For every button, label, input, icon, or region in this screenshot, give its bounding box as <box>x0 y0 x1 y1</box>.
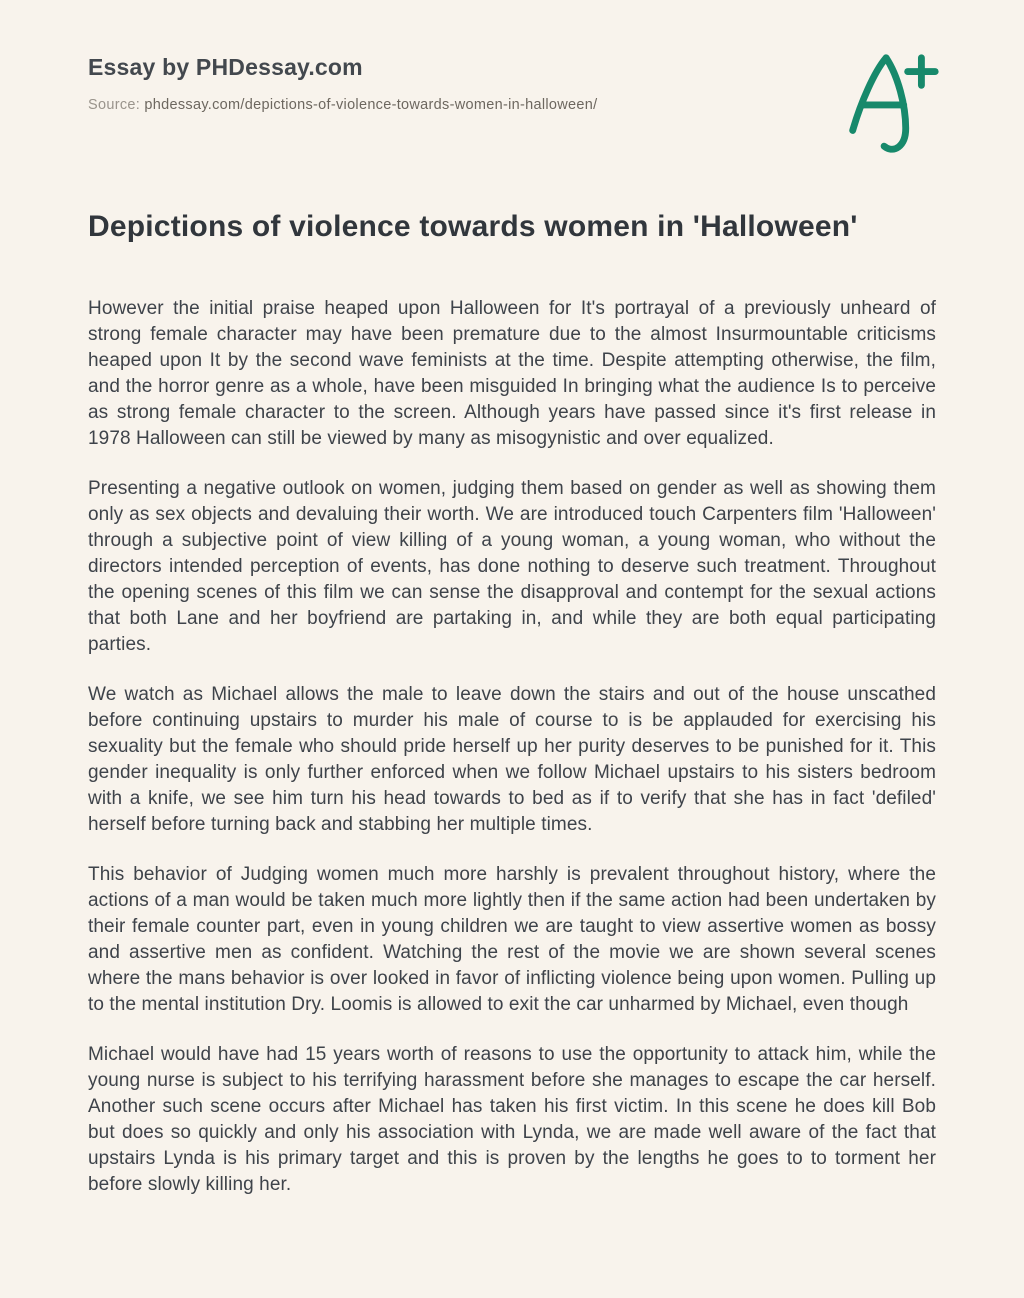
essay-paragraph-5: Michael would have had 15 years worth of reasons to use the opportunity to attack him, while the young nurse is subject to his terrifying harassment before she manages to escape the car herself. Another such scene occurs after Michael has taken his first victim. In this scene he does kill Bob but does so quickly and only his association with Lynda, we are made well aware of the fact that upstairs Lynda is his primary target and this is proven by the lengths he goes to to torment her before slowly killing her. <box>88 1044 936 1195</box>
source-link[interactable]: phdessay.com/depictions-of-violence-towards-women-in-halloween/ <box>144 97 598 113</box>
byline: Essay by PHDessay.com <box>88 54 363 80</box>
source-label: Source: <box>88 97 145 113</box>
essay-title: Depictions of violence towards women in 'Halloween' <box>88 210 858 243</box>
source-line <box>88 97 597 113</box>
essay-paragraph-3: We watch as Michael allows the male to leave down the stairs and out of the house unscathed before continuing upstairs to murder his male of course to is be applauded for exercising his sexuality but the female who should pride herself up her purity deserves to be punished for it. This gender inequality is only further enforced when we follow Michael upstairs to his sisters bedroom with a knife, we see him turn his head towards to bed as if to verify that she has in fact 'defiled' herself before turning back and stabbing her multiple times. <box>88 684 936 835</box>
essay-body <box>88 296 936 1198</box>
essay-paragraph-2: Presenting a negative outlook on women, judging them based on gender as well as showing them only as sex objects and devaluing their worth. We are introduced touch Carpenters film 'Halloween' through a subjective point of view killing of a young woman, a young woman, who without the directors intended perception of events, has done nothing to deserve such treatment. Throughout the opening scenes of this film we can sense the disapproval and contempt for the sexual actions that both Lane and her boyfriend are partaking in, and while they are both equal participating parties. <box>88 478 936 655</box>
essay-paragraph-1: However the initial praise heaped upon Halloween for It's portrayal of a previously unheard of strong female character may have been premature due to the almost Insurmountable criticisms heaped upon It by the second wave feminists at the time. Despite attempting otherwise, the film, and the horror genre as a whole, have been misguided In bringing what the audience Is to perceive as strong female character to the screen. Although years have passed since it's first release in 1978 Halloween can still be viewed by many as misogynistic and over equalized. <box>88 298 936 449</box>
header-text-block <box>88 48 597 113</box>
phdessay-a-plus-logo-icon <box>840 48 940 156</box>
page-header <box>88 48 936 156</box>
essay-paragraph-4: This behavior of Judging women much more harshly is prevalent throughout history, where the actions of a man would be taken much more lightly then if the same action had been undertaken by their female counter part, even in young children we are taught to view assertive women as bossy and assertive men as confident. Watching the rest of the movie we are shown several scenes where the mans behavior is over looked in favor of inflicting violence being upon women. Pulling up to the mental institution Dry. Loomis is allowed to exit the car unharmed by Michael, even though <box>88 864 936 1015</box>
